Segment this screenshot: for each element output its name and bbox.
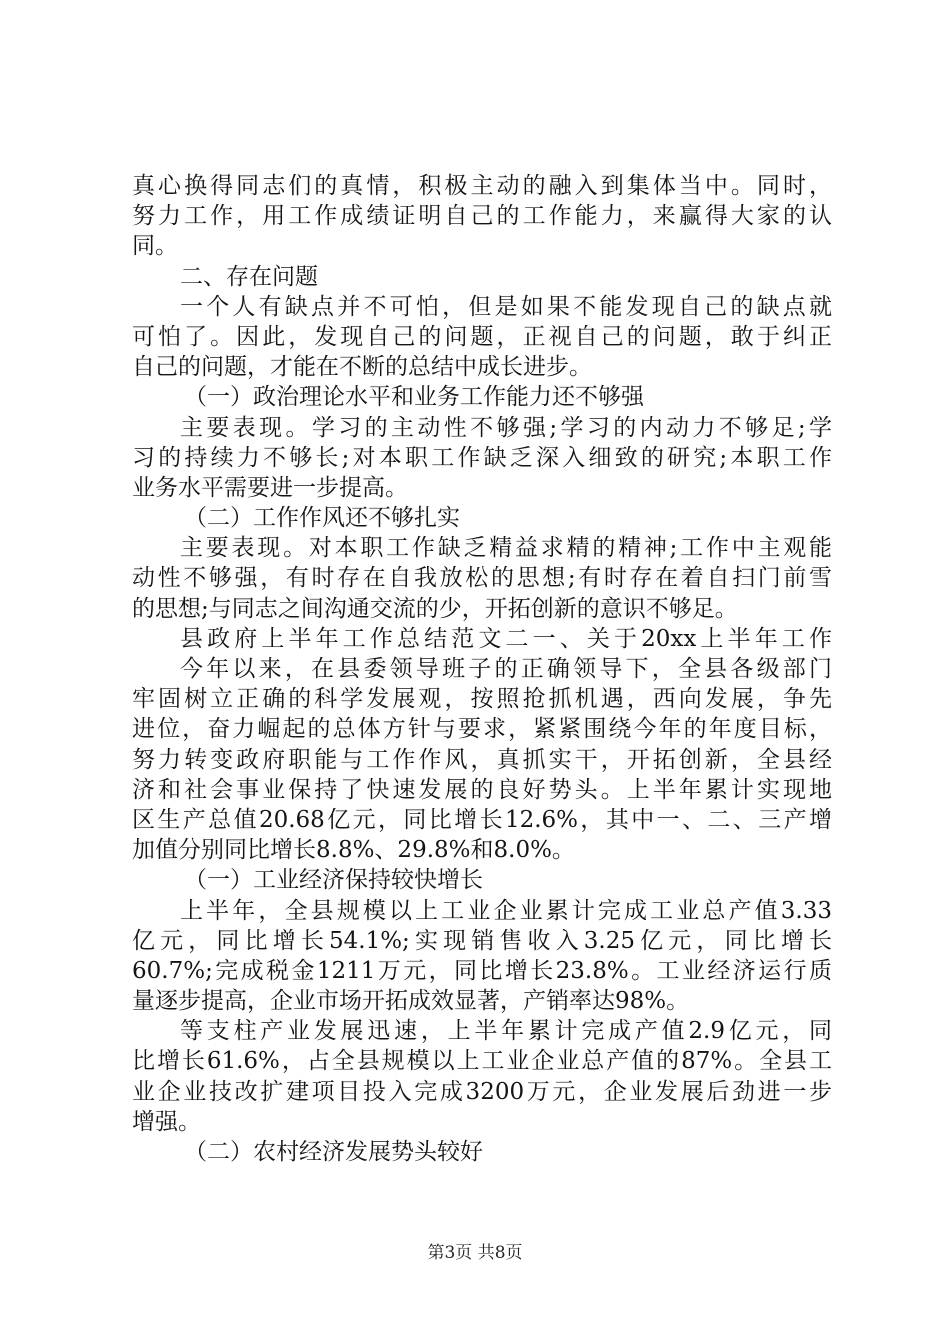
subsection-heading: （二）农村经济发展势头较好 bbox=[184, 1139, 483, 1165]
text-line: 主要表现。学习的主动性不够强;学习的内动力不够足;学 bbox=[180, 414, 832, 441]
text-line: 今年以来，在县委领导班子的正确领导下，全县各级部门 bbox=[180, 656, 832, 682]
subsection-heading: （二）工作作风还不够扎实 bbox=[184, 505, 460, 532]
text-line: 自己的问题，才能在不断的总结中成长进步。 bbox=[132, 354, 592, 381]
document-title-line: 县政府上半年工作总结范文二一、关于20xx上半年工作 bbox=[180, 625, 832, 652]
text-line: 等支柱产业发展迅速，上半年累计完成产值2.9亿元，同 bbox=[180, 1018, 832, 1045]
text-line: 同。 bbox=[132, 233, 178, 260]
text-line: 进位，奋力崛起的总体方针与要求，紧紧围绕今年的年度目标， bbox=[132, 716, 832, 743]
text-line: 增强。 bbox=[132, 1108, 201, 1135]
text-line: 济和社会事业保持了快速发展的良好势头。上半年累计实现地 bbox=[132, 776, 832, 803]
text-line: 比增长61.6%，占全县规模以上工业企业总产值的87%。全县工 bbox=[132, 1048, 832, 1075]
document-body bbox=[132, 171, 832, 1167]
text-line: 动性不够强，有时存在自我放松的思想;有时存在着自扫门前雪 bbox=[132, 565, 832, 592]
text-line: 真心换得同志们的真情，积极主动的融入到集体当中。同时， bbox=[132, 173, 832, 199]
text-line: 的思想;与同志之间沟通交流的少，开拓创新的意识不够足。 bbox=[132, 595, 738, 622]
text-line: 业务水平需要进一步提高。 bbox=[132, 474, 408, 501]
text-line: 上半年，全县规模以上工业企业累计完成工业总产值3.33 bbox=[180, 897, 832, 924]
text-line: 一个人有缺点并不可怕，但是如果不能发现自己的缺点就 bbox=[180, 293, 832, 320]
text-line: 努力工作，用工作成绩证明自己的工作能力，来赢得大家的认 bbox=[132, 203, 832, 230]
text-line: 加值分别同比增长8.8%、29.8%和8.0%。 bbox=[132, 837, 575, 864]
subsection-heading: （一）工业经济保持较快增长 bbox=[184, 867, 483, 894]
text-line: 牢固树立正确的科学发展观，按照抢抓机遇，西向发展，争先 bbox=[132, 686, 832, 713]
text-line: 可怕了。因此，发现自己的问题，正视自己的问题，敢于纠正 bbox=[132, 323, 832, 350]
text-line: 主要表现。对本职工作缺乏精益求精的精神;工作中主观能 bbox=[180, 535, 832, 562]
text-line: 努力转变政府职能与工作作风，真抓实干，开拓创新，全县经 bbox=[132, 746, 832, 773]
text-line: 习的持续力不够长;对本职工作缺乏深入细致的研究;本职工作 bbox=[132, 444, 832, 471]
text-line: 业企业技改扩建项目投入完成3200万元，企业发展后劲进一步 bbox=[132, 1078, 832, 1105]
text-line: 量逐步提高，企业市场开拓成效显著，产销率达98%。 bbox=[132, 988, 690, 1015]
text-line: 区生产总值20.68亿元，同比增长12.6%，其中一、二、三产增 bbox=[132, 806, 832, 833]
text-line: 亿元，同比增长54.1%;实现销售收入3.25亿元，同比增长 bbox=[132, 927, 832, 954]
text-line: 60.7%;完成税金1211万元，同比增长23.8%。工业经济运行质 bbox=[132, 957, 832, 984]
section-heading: 二、存在问题 bbox=[180, 263, 318, 290]
page-number-footer: 第3页 共8页 bbox=[427, 1243, 523, 1263]
subsection-heading: （一）政治理论水平和业务工作能力还不够强 bbox=[184, 384, 644, 411]
